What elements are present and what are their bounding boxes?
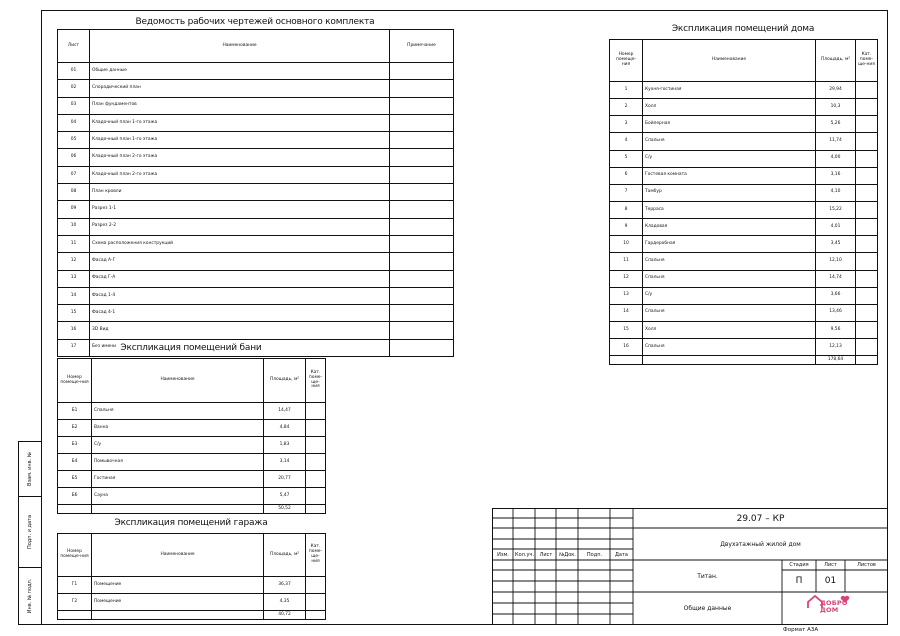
cell-note (390, 132, 454, 149)
cell-number: 15 (610, 321, 643, 338)
table-row (58, 201, 454, 218)
cell-category (856, 150, 878, 167)
table-row (58, 253, 454, 270)
cell-sheet-name: Кладочный план 1-го этажа (90, 132, 390, 149)
cell-category (856, 167, 878, 184)
total-row (58, 611, 326, 620)
col-label-qty: Кол.уч. (515, 552, 534, 558)
table-row (58, 437, 326, 454)
col-label-sheet: Лист (539, 552, 553, 558)
cell-number: Б1 (58, 403, 92, 420)
table-row (58, 235, 454, 252)
cell-name: С/у (643, 287, 816, 304)
side-stamp-inv-orig (18, 567, 42, 625)
cell-number: 13 (610, 287, 643, 304)
cell-area: 5,47 (264, 488, 306, 505)
cell-sheet-number: 05 (58, 132, 90, 149)
cell-note (390, 218, 454, 235)
sheet-index-title: Ведомость рабочих чертежей основного комплекта (135, 17, 375, 27)
cell-area: 3,16 (816, 167, 856, 184)
table-row (610, 287, 878, 304)
table-row (58, 114, 454, 131)
col-header-category: Кат. поме-ще-ния (306, 534, 326, 577)
cell-number: 4 (610, 133, 643, 150)
cell-empty (306, 505, 326, 514)
col-label-change: Изм. (497, 552, 509, 558)
table-row (58, 218, 454, 235)
cell-number: Б5 (58, 471, 92, 488)
cell-sheet-name: Фасад Г-А (90, 270, 390, 287)
cell-area: 4,35 (264, 594, 306, 611)
cell-sheet-number: 14 (58, 287, 90, 304)
cell-name: Помещение (92, 594, 264, 611)
cell-empty (92, 505, 264, 514)
table-row (58, 471, 326, 488)
cell-area: 10,3 (816, 99, 856, 116)
col-header-name: Наименование (92, 359, 264, 403)
cell-category (856, 339, 878, 356)
table-row (610, 133, 878, 150)
cell-note (390, 270, 454, 287)
table-row (610, 219, 878, 236)
total-row (58, 505, 326, 514)
table-row (610, 184, 878, 201)
house-rooms-title: Экспликация помещений дома (671, 24, 815, 34)
cell-name: Спальня (643, 253, 816, 270)
cell-area: 11,74 (816, 133, 856, 150)
table-row (610, 304, 878, 321)
cell-sheet-number: 03 (58, 97, 90, 114)
cell-area: 15,22 (816, 201, 856, 218)
sheet-label: Лист (824, 562, 837, 568)
garage-rooms-table (57, 533, 326, 620)
col-header-number: Номер помеще-ния (58, 359, 92, 403)
cell-number: Б2 (58, 420, 92, 437)
col-header-number: Номер помеще-ния (610, 40, 643, 82)
cell-note (390, 80, 454, 97)
cell-sheet-number: 08 (58, 184, 90, 201)
cell-sheet-number: 11 (58, 235, 90, 252)
col-header-area: Площадь, м² (816, 40, 856, 82)
cell-empty (643, 356, 816, 365)
cell-name: Спальня (643, 133, 816, 150)
cell-area: 4,00 (816, 150, 856, 167)
table-row (610, 82, 878, 99)
cell-number: 8 (610, 201, 643, 218)
cell-number: 5 (610, 150, 643, 167)
table-row (610, 339, 878, 356)
cell-number: 7 (610, 184, 643, 201)
table-row (58, 594, 326, 611)
table-row (58, 287, 454, 304)
cell-total-area: 178,64 (816, 356, 856, 365)
cell-sheet-number: 13 (58, 270, 90, 287)
cell-sheet-number: 17 (58, 339, 90, 356)
cell-category (306, 420, 326, 437)
cell-note (390, 97, 454, 114)
cell-sheet-number: 06 (58, 149, 90, 166)
cell-total-area: 50,52 (264, 505, 306, 514)
cell-sheet-number: 15 (58, 305, 90, 322)
cell-category (306, 594, 326, 611)
table-row (610, 253, 878, 270)
cell-name: Кухня-гостиная (643, 82, 816, 99)
side-stamp-label: Взам. инв. № (27, 452, 33, 486)
table-row (58, 403, 326, 420)
house-rooms-table (609, 39, 878, 365)
table-row (58, 132, 454, 149)
cell-note (390, 305, 454, 322)
cell-number: Б4 (58, 454, 92, 471)
cell-sheet-name: Фасад 1-4 (90, 287, 390, 304)
table-row (58, 322, 454, 339)
col-header-sheet: Лист (58, 30, 90, 63)
sheet-number: 01 (824, 576, 837, 586)
cell-category (856, 321, 878, 338)
cell-note (390, 114, 454, 131)
cell-number: 3 (610, 116, 643, 133)
company-logo (806, 595, 852, 622)
col-header-area: Площадь, м² (264, 534, 306, 577)
cell-area: 3,66 (816, 287, 856, 304)
cell-sheet-number: 01 (58, 63, 90, 80)
side-stamp-label: Инв. № подл. (27, 578, 33, 614)
cell-category (306, 471, 326, 488)
col-header-note: Примечание (390, 30, 454, 63)
cell-category (856, 116, 878, 133)
col-header-category: Кат. поме-ще-ния (856, 40, 878, 82)
cell-note (390, 253, 454, 270)
cell-name: Помещение (92, 577, 264, 594)
cell-sheet-name: План фундаментов (90, 97, 390, 114)
cell-number: Г2 (58, 594, 92, 611)
cell-category (306, 454, 326, 471)
cell-sheet-name: Схема расположения конструкций (90, 235, 390, 252)
cell-area: 29,94 (816, 82, 856, 99)
cell-name: С/у (92, 437, 264, 454)
cell-note (390, 201, 454, 218)
cell-empty (856, 356, 878, 365)
cell-number: 1 (610, 82, 643, 99)
cell-number: 11 (610, 253, 643, 270)
cell-number: Б3 (58, 437, 92, 454)
cell-note (390, 287, 454, 304)
cell-category (856, 99, 878, 116)
cell-area: 9,56 (816, 321, 856, 338)
cell-area: 3,45 (816, 236, 856, 253)
cell-area: 20,77 (264, 471, 306, 488)
cell-sheet-number: 16 (58, 322, 90, 339)
cell-name: Спальня (643, 270, 816, 287)
cell-category (856, 304, 878, 321)
cell-sheet-name: Фасад 4-1 (90, 305, 390, 322)
table-row (58, 97, 454, 114)
table-row (610, 236, 878, 253)
cell-category (856, 133, 878, 150)
cell-empty (610, 356, 643, 365)
cell-name: Холл (643, 99, 816, 116)
cell-area: 13,46 (816, 304, 856, 321)
col-label-sign: Подп. (586, 552, 603, 558)
cell-sheet-number: 10 (58, 218, 90, 235)
cell-sheet-number: 07 (58, 166, 90, 183)
cell-area: 4,84 (264, 420, 306, 437)
cell-note (390, 322, 454, 339)
table-row (58, 488, 326, 505)
cell-name: Спальня (643, 339, 816, 356)
cell-name: Тамбур (643, 184, 816, 201)
cell-area: 36,37 (264, 577, 306, 594)
cell-total-area: 40,72 (264, 611, 306, 620)
col-label-date: Дата (615, 552, 628, 558)
col-header-category: Кат. поме-ще-ния (306, 359, 326, 403)
cell-area: 3,14 (264, 454, 306, 471)
cell-category (306, 403, 326, 420)
table-row (58, 454, 326, 471)
table-row (58, 80, 454, 97)
logo-text-line2: ДОМ (820, 606, 839, 614)
side-stamp-sign-date (18, 496, 42, 568)
col-label-doc: №Док. (559, 552, 576, 558)
table-row (58, 270, 454, 287)
table-row (58, 577, 326, 594)
cell-sheet-name: План кровли (90, 184, 390, 201)
cell-sheet-number: 12 (58, 253, 90, 270)
table-row (610, 321, 878, 338)
cell-name: Сауна (92, 488, 264, 505)
cell-note (390, 235, 454, 252)
cell-number: Г1 (58, 577, 92, 594)
cell-note (390, 149, 454, 166)
cell-number: Б6 (58, 488, 92, 505)
cell-name: Помывочная (92, 454, 264, 471)
cell-category (856, 253, 878, 270)
cell-number: 14 (610, 304, 643, 321)
cell-number: 2 (610, 99, 643, 116)
cell-sheet-name: Кладочный план 2-го этажа (90, 166, 390, 183)
cell-sheet-name: Общие данные (90, 63, 390, 80)
cell-area: 4,01 (816, 219, 856, 236)
cell-number: 6 (610, 167, 643, 184)
cell-category (306, 488, 326, 505)
cell-sheet-number: 04 (58, 114, 90, 131)
format-label: Формат А3А (783, 627, 819, 633)
cell-empty (58, 611, 92, 620)
cell-sheet-number: 02 (58, 80, 90, 97)
cell-name: Гостиная (92, 471, 264, 488)
cell-category (856, 82, 878, 99)
table-row (610, 270, 878, 287)
document-code: 29.07 – КР (736, 513, 785, 524)
table-row (58, 184, 454, 201)
garage-rooms-title: Экспликация помещений гаража (114, 518, 268, 528)
cell-name: С/у (643, 150, 816, 167)
cell-note (390, 339, 454, 356)
cell-area: 14,47 (264, 403, 306, 420)
cell-empty (306, 611, 326, 620)
cell-sheet-name: 3D Вид (90, 322, 390, 339)
cell-sheet-name: Без имени (90, 339, 390, 356)
cell-area: 1,83 (264, 437, 306, 454)
cell-sheet-name: Разрез 2-2 (90, 218, 390, 235)
cell-sheet-name: Кладочный план 2-го этажа (90, 149, 390, 166)
cell-name: Терраса (643, 201, 816, 218)
table-row (610, 201, 878, 218)
total-row (610, 356, 878, 365)
cell-name: Ванна (92, 420, 264, 437)
cell-name: Кладовая (643, 219, 816, 236)
cell-number: 12 (610, 270, 643, 287)
cell-category (856, 270, 878, 287)
cell-sheet-name: Разрез 1-1 (90, 201, 390, 218)
col-header-area: Площадь, м² (264, 359, 306, 403)
table-row (58, 63, 454, 80)
col-header-name: Наименование (92, 534, 264, 577)
sheet-index-table (57, 29, 454, 357)
cell-empty (58, 505, 92, 514)
cell-area: 12,10 (816, 253, 856, 270)
table-row (58, 166, 454, 183)
section-name: Титан. (697, 572, 718, 580)
cell-area: 5,26 (816, 116, 856, 133)
cell-area: 4,10 (816, 184, 856, 201)
cell-category (856, 184, 878, 201)
cell-category (856, 219, 878, 236)
col-header-number: Номер помеще-ния (58, 534, 92, 577)
sheets-label: Листов (857, 562, 876, 568)
table-row (610, 116, 878, 133)
cell-name: Гардеробная (643, 236, 816, 253)
table-row (58, 420, 326, 437)
cell-sheet-number: 09 (58, 201, 90, 218)
cell-category (856, 201, 878, 218)
cell-name: Гостевая комната (643, 167, 816, 184)
bath-rooms-table (57, 358, 326, 514)
project-name: Двухэтажный жилой дом (720, 541, 801, 548)
cell-number: 16 (610, 339, 643, 356)
table-row (610, 167, 878, 184)
cell-sheet-name: Спорадический план (90, 80, 390, 97)
side-stamp-label: Подп. и дата (27, 514, 33, 550)
cell-number: 9 (610, 219, 643, 236)
table-row (610, 99, 878, 116)
side-stamp-inv-replace (18, 441, 42, 497)
cell-empty (92, 611, 264, 620)
cell-name: Бойлерная (643, 116, 816, 133)
table-row (610, 150, 878, 167)
cell-category (306, 437, 326, 454)
cell-category (856, 287, 878, 304)
stage-value: П (795, 576, 803, 586)
cell-number: 10 (610, 236, 643, 253)
cell-area: 12,13 (816, 339, 856, 356)
bath-rooms-title: Экспликация помещений бани (120, 343, 262, 353)
cell-note (390, 166, 454, 183)
cell-area: 14,74 (816, 270, 856, 287)
cell-name: Холл (643, 321, 816, 338)
sheet-title: Общие данные (683, 605, 732, 612)
logo-text-line1: ДОБРО (820, 599, 848, 607)
stage-label: Стадия (789, 562, 809, 568)
cell-sheet-name: Фасад А-Г (90, 253, 390, 270)
col-header-name: Наименование (90, 30, 390, 63)
cell-note (390, 184, 454, 201)
table-row (58, 305, 454, 322)
cell-category (856, 236, 878, 253)
cell-sheet-name: Кладочный план 1-го этажа (90, 114, 390, 131)
table-row (58, 149, 454, 166)
cell-category (306, 577, 326, 594)
cell-name: Спальня (643, 304, 816, 321)
col-header-name: Наименование (643, 40, 816, 82)
cell-note (390, 63, 454, 80)
cell-name: Спальня (92, 403, 264, 420)
